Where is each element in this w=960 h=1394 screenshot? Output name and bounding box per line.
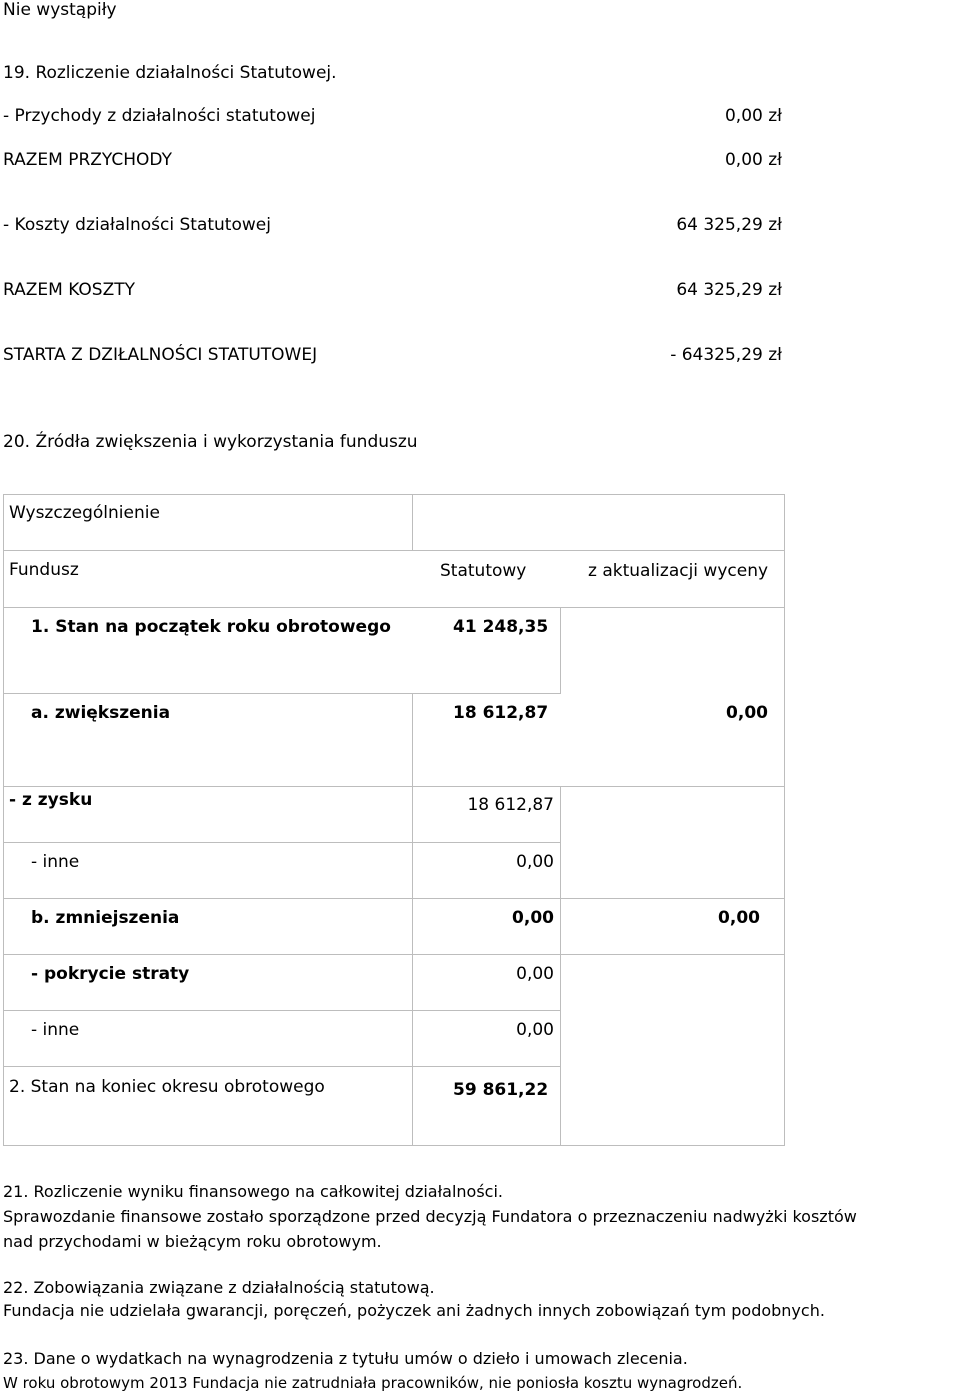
income-value: 0,00 zł (724, 106, 782, 126)
table-divider (3, 786, 785, 787)
header-wyszczegolnienie: Wyszczególnienie (9, 503, 160, 523)
section-23-text: W roku obrotowym 2013 Fundacja nie zatrudniała pracowników, nie poniosła kosztu wynagrodzeń. (3, 1374, 743, 1392)
total-income-label: RAZEM PRZYCHODY (3, 150, 172, 170)
section-20-title: 20. Źródła zwiększenia i wykorzystania funduszu (3, 432, 418, 452)
row-profit-label: - z zysku (9, 790, 93, 810)
section-21-title: 21. Rozliczenie wyniku finansowego na całkowitej działalności. (3, 1182, 503, 1201)
row-other2-label: - inne (31, 1020, 80, 1040)
row-decrease-aktualizacja: 0,00 (718, 908, 760, 928)
table-divider (3, 898, 785, 899)
costs-label: - Koszty działalności Statutowej (3, 215, 271, 235)
row-closing-statutowy: 59 861,22 (453, 1080, 549, 1100)
table-divider (560, 607, 561, 693)
row-other1-statutowy: 0,00 (516, 852, 554, 872)
row-closing-label: 2. Stan na koniec okresu obrotowego (9, 1077, 325, 1097)
total-costs-value: 64 325,29 zł (676, 280, 782, 300)
row-decrease-label: b. zmniejszenia (31, 908, 180, 928)
table-divider (3, 954, 785, 955)
row-increase-statutowy: 18 612,87 (453, 703, 549, 723)
total-income-value: 0,00 zł (724, 150, 782, 170)
row-other2-statutowy: 0,00 (516, 1020, 554, 1040)
total-costs-label: RAZEM KOSZTY (3, 280, 136, 300)
header-aktualizacja: z aktualizacji wyceny (588, 561, 769, 581)
intro-text: Nie wystąpiły (3, 0, 117, 20)
table-border-top (3, 494, 785, 495)
loss-label: STARTA Z DZIŁALNOŚCI STATUTOWEJ (3, 345, 318, 365)
costs-value: 64 325,29 zł (676, 215, 782, 235)
row-profit-statutowy: 18 612,87 (467, 795, 554, 815)
table-divider (3, 607, 785, 608)
table-divider (3, 693, 561, 694)
section-21-text-line1: Sprawozdanie finansowe zostało sporządzone przed decyzją Fundatora o przeznaczeniu nadwyżki kosztów (3, 1207, 857, 1226)
row-increase-aktualizacja: 0,00 (726, 703, 768, 723)
header-statutowy: Statutowy (440, 561, 527, 581)
section-22-title: 22. Zobowiązania związane z działalnością statutową. (3, 1278, 435, 1297)
table-divider (3, 842, 561, 843)
income-label: - Przychody z działalności statutowej (3, 106, 316, 126)
table-border-bottom (3, 1145, 785, 1146)
table-divider (3, 550, 785, 551)
row-opening-label: 1. Stan na początek roku obrotowego (31, 617, 391, 637)
row-decrease-statutowy: 0,00 (512, 908, 554, 928)
section-22-text: Fundacja nie udzielała gwarancji, poręczeń, pożyczek ani żadnych innych zobowiązań tym podobnych. (3, 1301, 825, 1320)
section-23-title: 23. Dane o wydatkach na wynagrodzenia z tytułu umów o dzieło i umowach zlecenia. (3, 1349, 688, 1368)
loss-value: - 64325,29 zł (670, 345, 782, 365)
header-fundusz: Fundusz (9, 560, 79, 580)
table-divider (412, 693, 413, 1146)
row-loss-cover-label: - pokrycie straty (31, 964, 190, 984)
row-loss-cover-statutowy: 0,00 (516, 964, 554, 984)
section-21-text-line2: nad przychodami w bieżącym roku obrotowym. (3, 1232, 382, 1251)
table-border-right (784, 494, 785, 1146)
row-opening-statutowy: 41 248,35 (453, 617, 549, 637)
table-divider (412, 494, 413, 551)
table-divider (3, 1066, 561, 1067)
row-increase-label: a. zwiększenia (31, 703, 171, 723)
section-19-title: 19. Rozliczenie działalności Statutowej. (3, 63, 337, 83)
table-border-left (3, 494, 4, 1146)
row-other1-label: - inne (31, 852, 80, 872)
table-divider (560, 786, 561, 1146)
table-divider (3, 1010, 561, 1011)
